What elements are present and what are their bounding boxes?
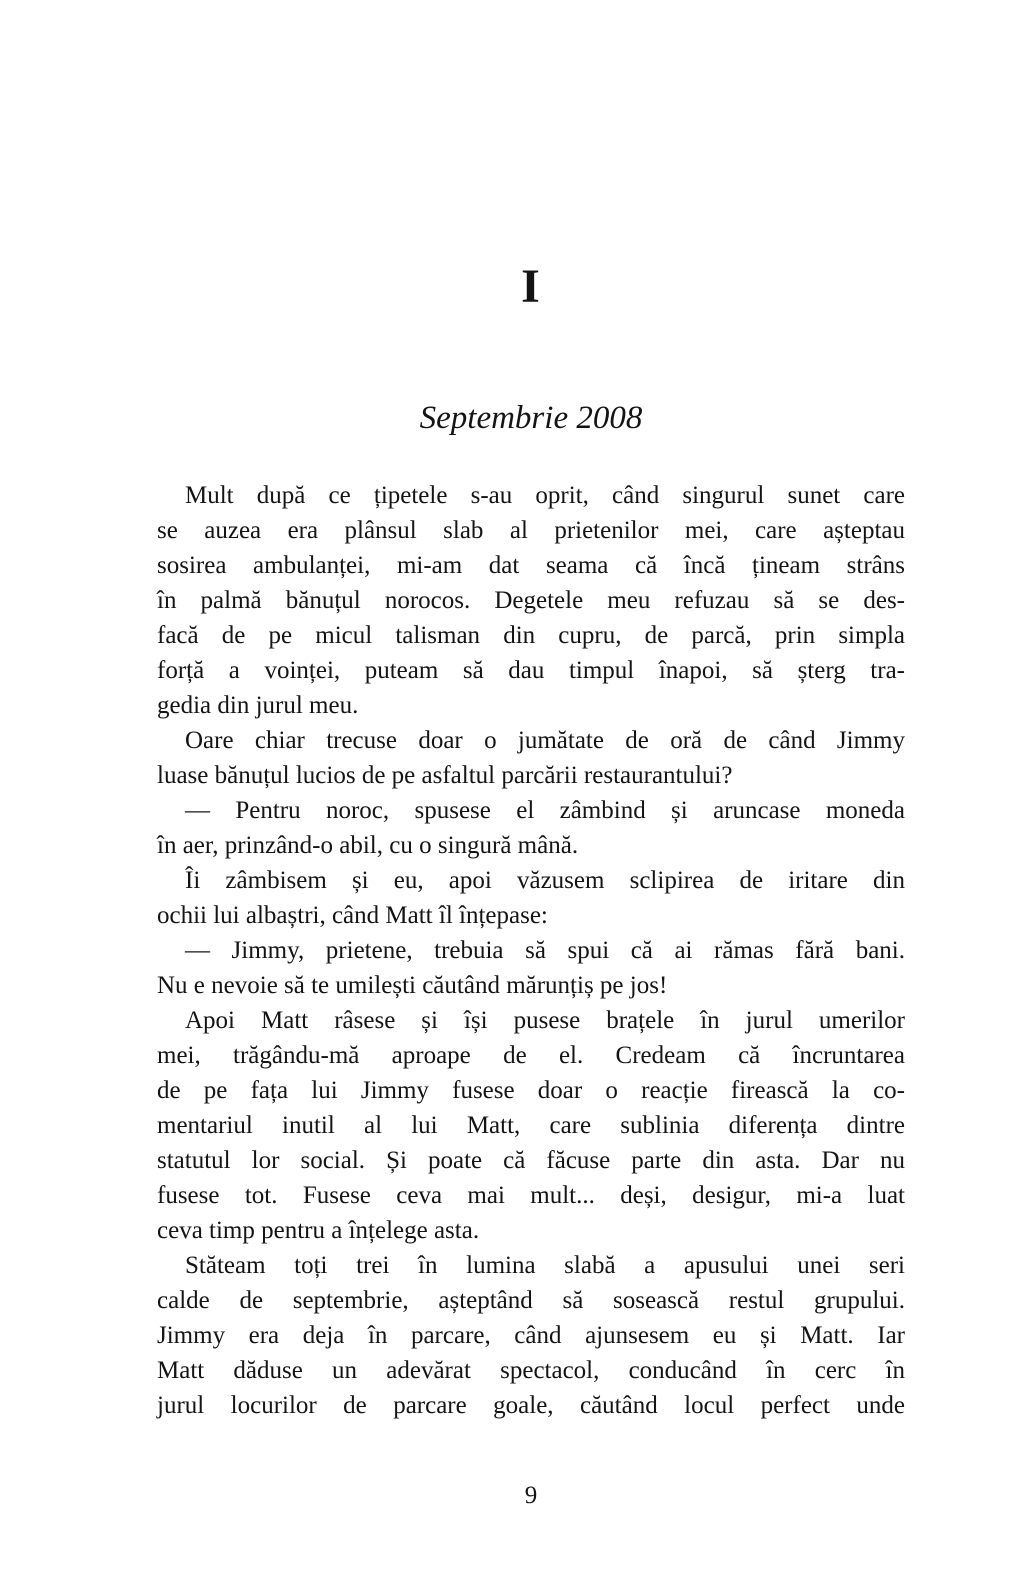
text-line: — Jimmy, prietene, trebuia să spui că ai rămas fără bani. [185,937,905,964]
paragraph [157,1248,905,1423]
paragraph [157,478,905,723]
text-line: Mult după ce țipetele s-au oprit, când singurul sunet care [185,482,905,509]
text-line: de pe fața lui Jimmy fusese doar o reacție firească la co- [157,1077,905,1104]
text-line: ceva timp pentru a înțelege asta. [157,1217,480,1244]
paragraph [157,1003,905,1248]
text-line: — Pentru noroc, spusese el zâmbind și aruncase moneda [185,797,905,824]
text-line: Îi zâmbisem și eu, apoi văzusem sclipirea de iritare din [185,867,905,894]
text-line: în aer, prinzând-o abil, cu o singură mână. [157,832,579,859]
text-line: fusese tot. Fusese ceva mai mult... deși, desigur, mi-a luat [157,1182,905,1209]
text-line: ochii lui albaștri, când Matt îl înțepase: [157,902,548,929]
text-line: Matt dăduse un adevărat spectacol, conducând în cerc în [157,1357,905,1384]
text-line: Nu e nevoie să te umilești căutând mărunțiș pe jos! [157,972,668,999]
text-line: Apoi Matt râsese și își pusese brațele în jurul umerilor [185,1007,905,1034]
paragraph [157,723,905,793]
text-line: Jimmy era deja în parcare, când ajunsesem eu și Matt. Iar [157,1322,905,1349]
text-line: calde de septembrie, așteptând să sosească restul grupului. [157,1287,905,1314]
paragraph [157,863,905,933]
body-text [157,478,905,1423]
text-line: Oare chiar trecuse doar o jumătate de oră de când Jimmy [185,727,905,754]
text-line: mei, trăgându-mă aproape de el. Credeam că încruntarea [157,1042,905,1069]
text-line: Stăteam toți trei în lumina slabă a apusului unei seri [185,1252,905,1279]
text-block [157,0,905,1575]
text-line: forță a voinței, puteam să dau timpul înapoi, să șterg tra- [157,657,905,684]
chapter-subtitle: Septembrie 2008 [419,400,643,436]
text-line: mentariul inutil al lui Matt, care sublinia diferența dintre [157,1112,905,1139]
text-line: sosirea ambulanței, mi-am dat seama că încă țineam strâns [157,552,905,579]
text-line: luase bănuțul lucios de pe asfaltul parcării restaurantului? [157,762,733,789]
text-line: în palmă bănuțul norocos. Degetele meu refuzau să se des- [157,587,905,614]
text-line: facă de pe micul talisman din cupru, de parcă, prin simpla [157,622,905,649]
chapter-number: I [521,260,541,313]
paragraph [157,793,905,863]
text-line: jurul locurilor de parcare goale, căutând locul perfect unde [157,1392,905,1419]
paragraph [157,933,905,1003]
page-number: 9 [524,1482,538,1509]
text-line: se auzea era plânsul slab al prietenilor mei, care așteptau [157,517,905,544]
text-line: gedia din jurul meu. [157,692,359,719]
text-line: statutul lor social. Și poate că făcuse parte din asta. Dar nu [157,1147,905,1174]
